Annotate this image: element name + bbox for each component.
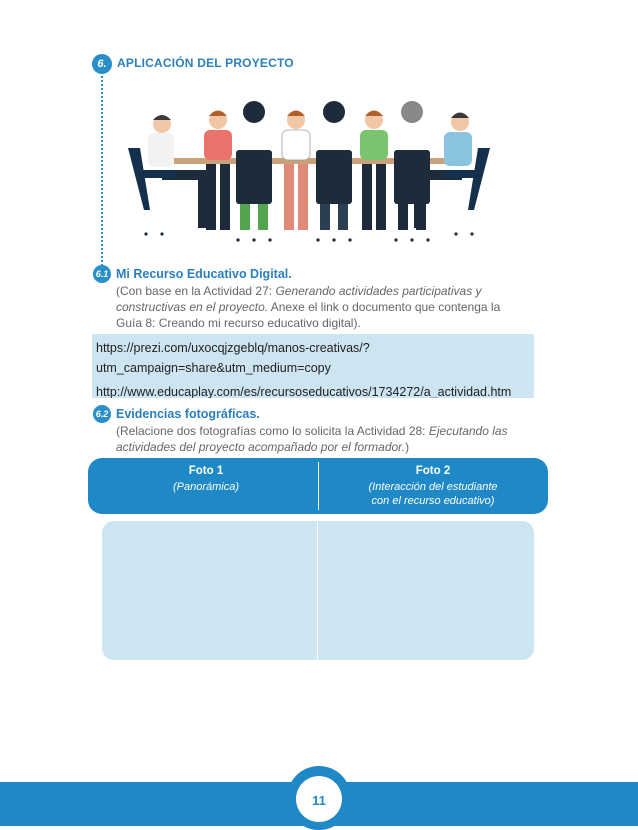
chair-back-2 <box>316 101 352 230</box>
person-2 <box>204 111 232 231</box>
photo-1-subtitle: (Panorámica) <box>172 481 240 493</box>
link-line-2[interactable]: utm_campaign=share&utm_medium=copy <box>96 361 331 375</box>
team-meeting-illustration <box>118 100 498 248</box>
person-left <box>128 115 206 228</box>
subsection-6-2-title: Evidencias fotográficas. <box>116 407 260 421</box>
section-number-badge: 6. <box>92 54 112 74</box>
chair-bases <box>144 232 473 241</box>
photo-1-slot[interactable] <box>102 521 317 660</box>
person-3 <box>282 111 310 231</box>
photo-table-body <box>102 521 534 660</box>
links-box <box>92 334 534 398</box>
header-divider <box>318 462 319 510</box>
section-title: APLICACIÓN DEL PROYECTO <box>117 56 294 70</box>
photo-table-header <box>88 458 548 514</box>
photo-1-title: Foto 1 <box>188 465 224 477</box>
chair-back-3 <box>394 101 430 230</box>
subsection-6-1-description: (Con base en la Actividad 27: Generando actividades participativas y constructivas en el proyecto. Anexe el link o documento que contenga la Guía 8: Creando mi recurso educativo digital). <box>116 284 501 330</box>
photo-2-title: Foto 2 <box>415 465 451 477</box>
subsection-6-1-badge: 6.1 <box>93 265 111 283</box>
photo-2-slot[interactable] <box>318 521 534 660</box>
subsection-6-2-description: (Relacione dos fotografías como lo solicita la Actividad 28: Ejecutando las actividades del proyecto acompañado por el formador.) <box>116 424 508 454</box>
subsection-6-2-badge: 6.2 <box>93 405 111 423</box>
photo-2-subtitle-line-1: (Interacción del estudiante <box>368 481 498 493</box>
dotted-divider <box>101 76 103 266</box>
photo-2-subtitle-line-2: con el recurso educativo) <box>371 495 495 507</box>
link-line-3[interactable]: http://www.educaplay.com/es/recursoseducativos/1734272/a_actividad.htm <box>96 385 512 398</box>
person-4 <box>360 111 388 231</box>
chair-back-1 <box>236 101 272 230</box>
page-number: 11 <box>296 776 342 822</box>
subsection-6-1-title: Mi Recurso Educativo Digital. <box>116 267 292 281</box>
link-line-1[interactable]: https://prezi.com/uxocqjzgeblq/manos-creativas/? <box>96 341 370 355</box>
